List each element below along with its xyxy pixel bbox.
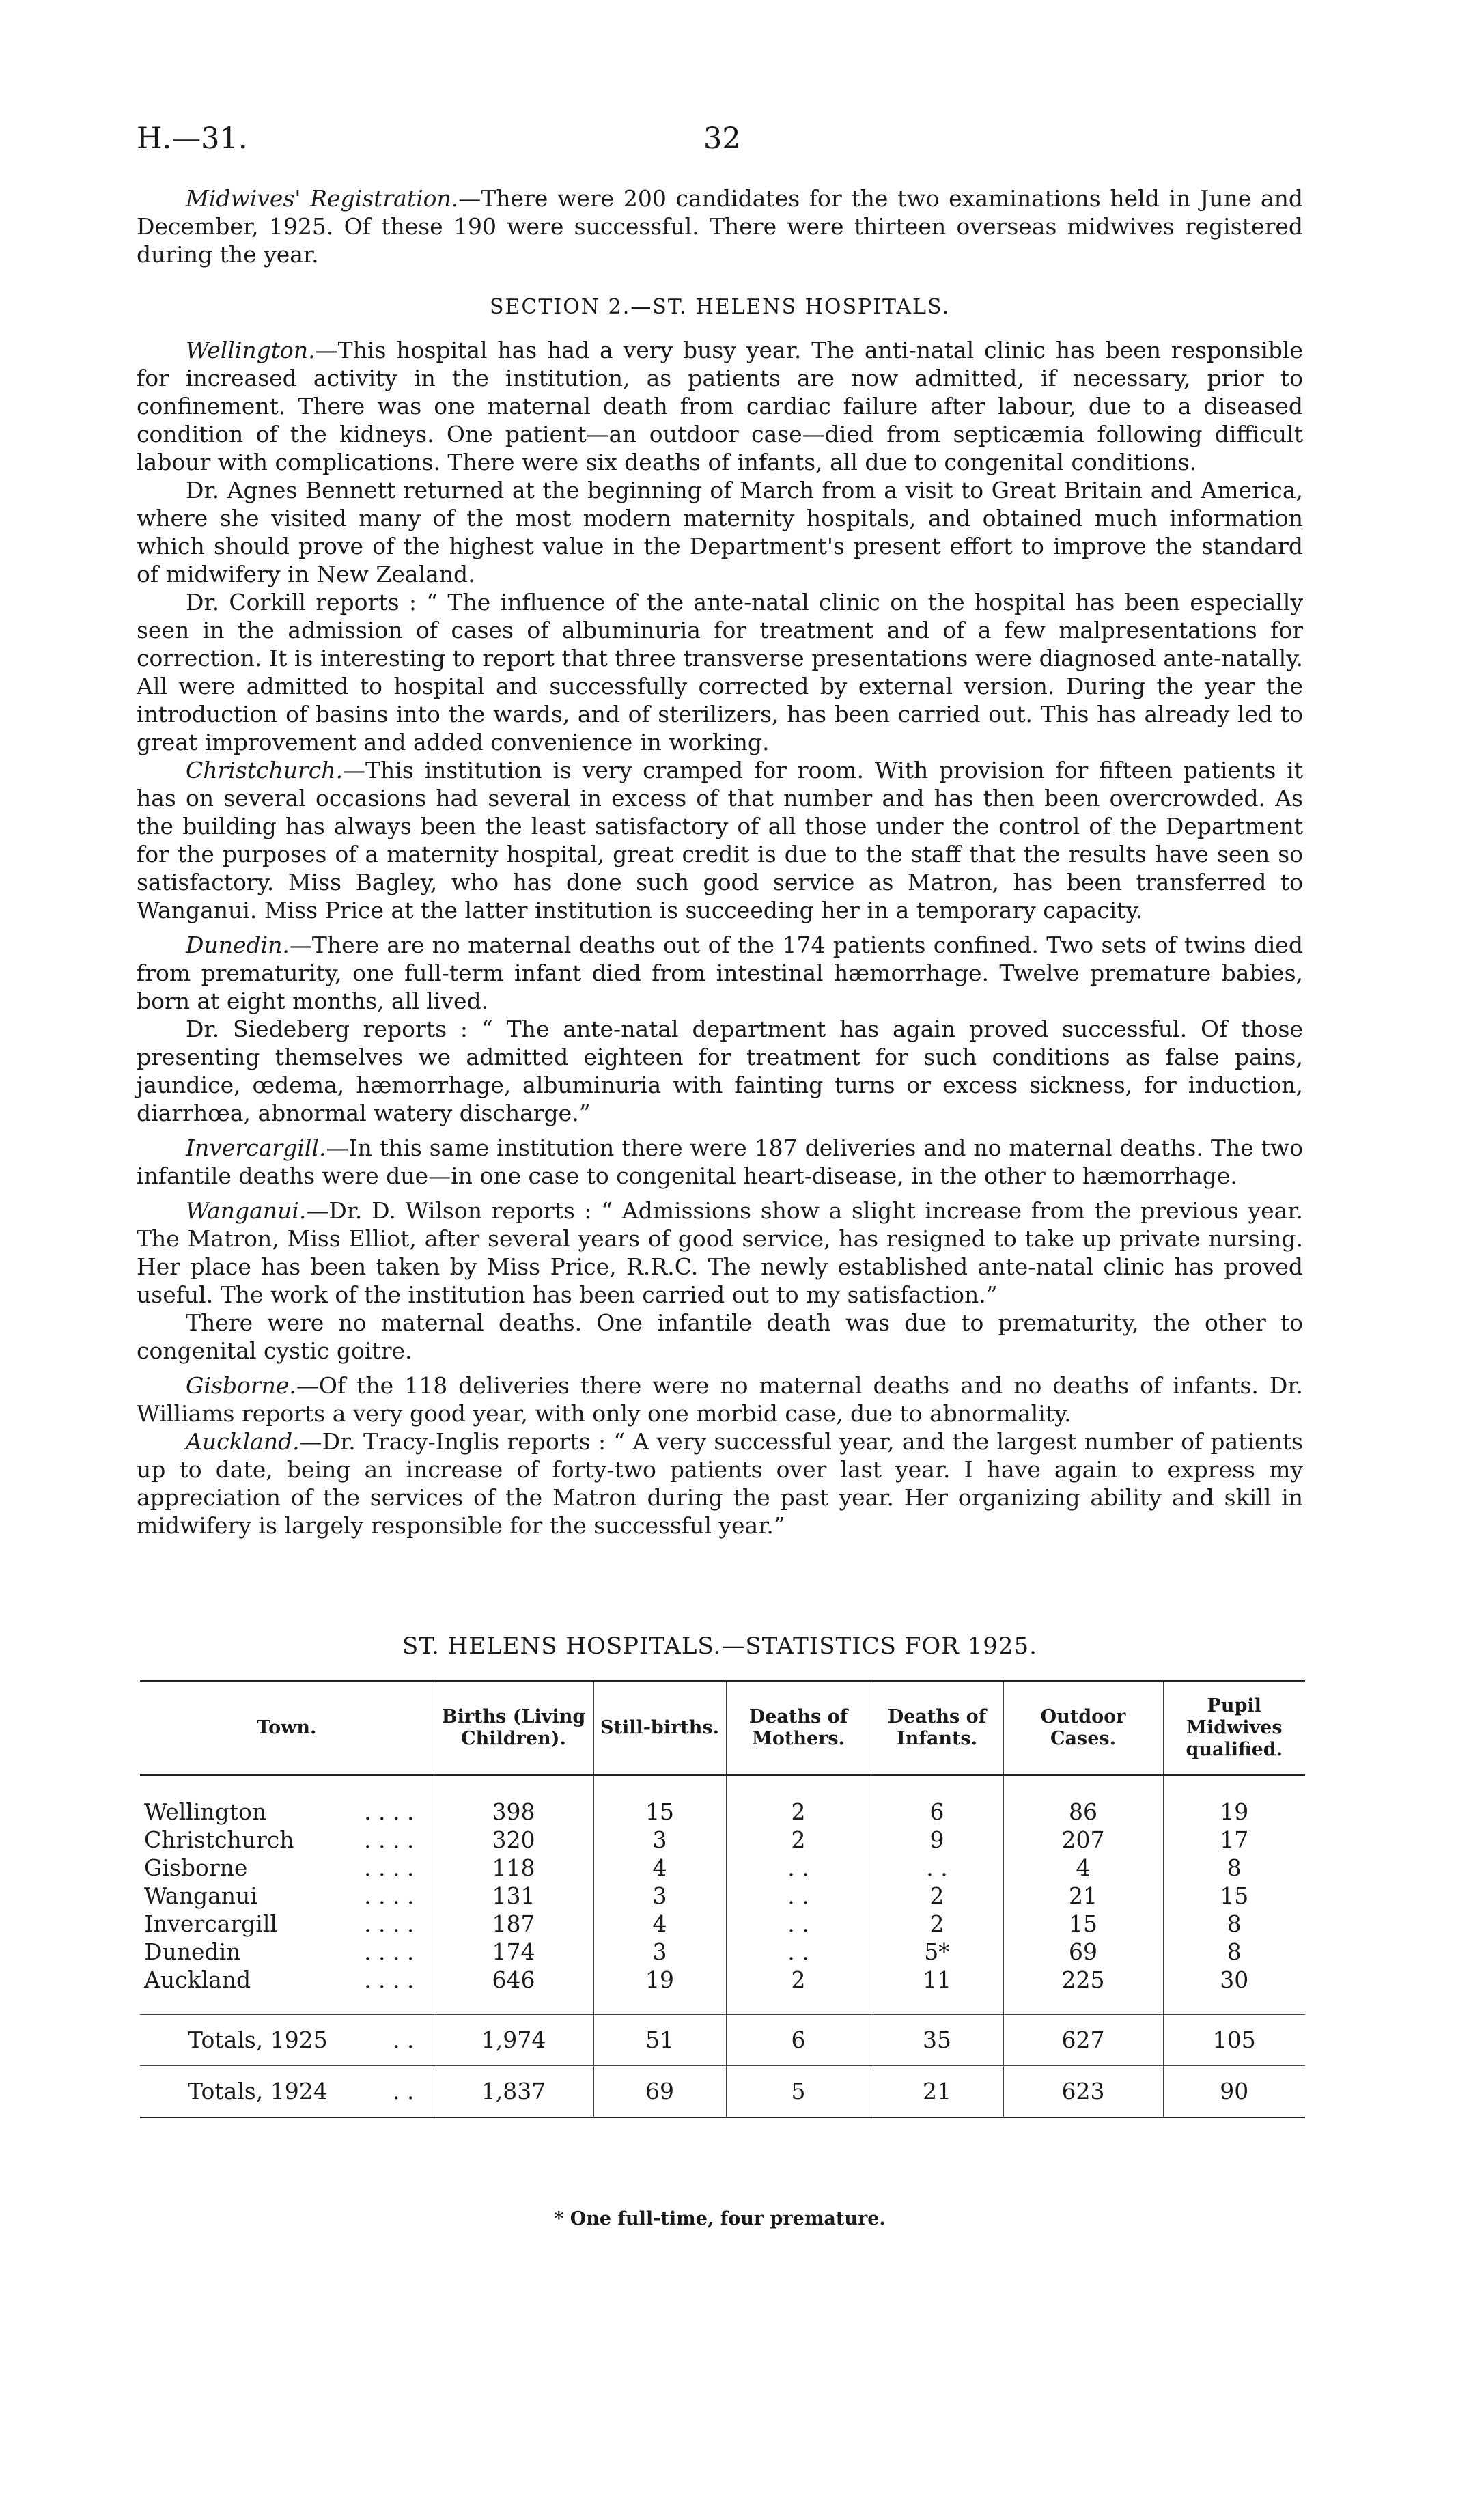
header-deaths-mothers: Deaths of Mothers. bbox=[726, 1681, 871, 1775]
totals-label-cell bbox=[140, 2066, 434, 2118]
table-row bbox=[140, 1910, 1305, 1938]
still-births-cell: 4 bbox=[593, 1854, 726, 1882]
deaths-infants-cell: . . bbox=[871, 1854, 1003, 1882]
pupil-midwives-cell: 19 bbox=[1163, 1775, 1305, 1826]
paragraph-lead: Wanganui. bbox=[186, 1197, 307, 1224]
town-cell bbox=[140, 1882, 434, 1910]
births-cell: 1,837 bbox=[434, 2066, 593, 2118]
still-births-cell: 15 bbox=[593, 1775, 726, 1826]
paragraph-corkill bbox=[137, 588, 1303, 756]
outdoor-cases-cell: 627 bbox=[1003, 2015, 1163, 2066]
town-cell bbox=[140, 1854, 434, 1882]
deaths-mothers-cell: . . bbox=[726, 1938, 871, 1966]
deaths-infants-cell: 2 bbox=[871, 1910, 1003, 1938]
pupil-midwives-cell: 90 bbox=[1163, 2066, 1305, 2118]
header-still-births: Still-births. bbox=[593, 1681, 726, 1775]
still-births-cell: 3 bbox=[593, 1826, 726, 1854]
still-births-cell: 3 bbox=[593, 1882, 726, 1910]
intro-paragraph bbox=[137, 184, 1303, 268]
paragraph-text: Dr. Agnes Bennett returned at the beginning of March from a visit to Great Britain and America, where she visited many of the most modern maternity hospitals, and obtained much information which should prove of the highest value in the Department's present effort to improve the standard of midwifery in New Zealand. bbox=[137, 477, 1303, 587]
still-births-cell: 51 bbox=[593, 2015, 726, 2066]
pupil-midwives-cell: 105 bbox=[1163, 2015, 1305, 2066]
town-cell bbox=[140, 1938, 434, 1966]
deaths-infants-cell: 5* bbox=[871, 1938, 1003, 1966]
pupil-midwives-cell: 8 bbox=[1163, 1938, 1305, 1966]
totals-label: Totals, 1924 bbox=[188, 2078, 328, 2104]
pupil-midwives-cell: 30 bbox=[1163, 1966, 1305, 2015]
paragraph-text: —Of the 118 deliveries there were no maternal deaths and no deaths of infants. Dr. Williams reports a very good year, with only one morbid case, due to abnormality. bbox=[137, 1372, 1303, 1427]
deaths-infants-cell: 11 bbox=[871, 1966, 1003, 2015]
deaths-infants-cell: 6 bbox=[871, 1775, 1003, 1826]
outdoor-cases-cell: 69 bbox=[1003, 1938, 1163, 1966]
town-cell bbox=[140, 1775, 434, 1826]
leader-dots: . . . . bbox=[364, 1938, 415, 1965]
header-town: Town. bbox=[140, 1681, 434, 1775]
births-cell: 187 bbox=[434, 1910, 593, 1938]
paragraph-lead: Dunedin. bbox=[186, 932, 290, 958]
births-cell: 398 bbox=[434, 1775, 593, 1826]
paragraph-text: —In this same institution there were 187 deliveries and no maternal deaths. The two infantile deaths were due—in one case to congenital heart-disease, in the other to hæmorrhage. bbox=[137, 1134, 1303, 1189]
births-cell: 320 bbox=[434, 1826, 593, 1854]
deaths-mothers-cell: 2 bbox=[726, 1826, 871, 1854]
paragraph-wanganui bbox=[137, 1197, 1303, 1309]
page-number: 32 bbox=[703, 122, 741, 156]
totals-label: Totals, 1925 bbox=[188, 2027, 328, 2053]
table-row bbox=[140, 1854, 1305, 1882]
outdoor-cases-cell: 207 bbox=[1003, 1826, 1163, 1854]
paragraph-christchurch bbox=[137, 756, 1303, 924]
paragraph-gisborne bbox=[137, 1371, 1303, 1427]
paragraph-lead: Midwives' Registration. bbox=[186, 185, 459, 212]
deaths-mothers-cell: 2 bbox=[726, 1775, 871, 1826]
table-row bbox=[140, 1775, 1305, 1826]
paragraph-text: —Dr. Tracy-Inglis reports : “ A very successful year, and the largest number of patients up to date, being an increase of forty-two patients over last year. I have again to express my appreciation of the services of the Matron during the past year. Her organizing ability and skill in midwifery is largely responsible for the successful year.” bbox=[137, 1428, 1303, 1539]
still-births-cell: 4 bbox=[593, 1910, 726, 1938]
paragraph-text: —There are no maternal deaths out of the 174 patients confined. Two sets of twins died from prematurity, one full-term infant died from intestinal hæmorrhage. Twelve premature babies, born at eight months, all lived. bbox=[137, 932, 1303, 1014]
paragraph-text: —There were 200 candidates for the two examinations held in June and December, 1925. Of these 190 were successful. There were thirteen overseas midwives registered during the year. bbox=[137, 185, 1303, 268]
pupil-midwives-cell: 8 bbox=[1163, 1910, 1305, 1938]
still-births-cell: 3 bbox=[593, 1938, 726, 1966]
town-cell bbox=[140, 1966, 434, 2015]
table-row bbox=[140, 1966, 1305, 2015]
town-name: Christchurch bbox=[144, 1826, 294, 1853]
town-cell bbox=[140, 1826, 434, 1854]
deaths-mothers-cell: 2 bbox=[726, 1966, 871, 2015]
totals-row-1925 bbox=[140, 2015, 1305, 2066]
town-name: Wanganui bbox=[144, 1882, 257, 1909]
body-text bbox=[137, 184, 1303, 1540]
paragraph-dunedin bbox=[137, 931, 1303, 1015]
town-name: Invercargill bbox=[144, 1910, 277, 1937]
deaths-infants-cell: 9 bbox=[871, 1826, 1003, 1854]
page-header bbox=[137, 122, 1298, 163]
deaths-mothers-cell: 6 bbox=[726, 2015, 871, 2066]
paragraph-bennett bbox=[137, 476, 1303, 588]
still-births-cell: 19 bbox=[593, 1966, 726, 2015]
paragraph-wanganui-deaths bbox=[137, 1309, 1303, 1365]
totals-row-1924 bbox=[140, 2066, 1305, 2118]
births-cell: 174 bbox=[434, 1938, 593, 1966]
outdoor-cases-cell: 86 bbox=[1003, 1775, 1163, 1826]
leader-dots: . . bbox=[393, 2027, 415, 2053]
paragraph-invercargill bbox=[137, 1134, 1303, 1190]
leader-dots: . . . . bbox=[364, 1854, 415, 1881]
table-row bbox=[140, 1826, 1305, 1854]
town-cell bbox=[140, 1910, 434, 1938]
deaths-infants-cell: 35 bbox=[871, 2015, 1003, 2066]
paragraph-text: Dr. Corkill reports : “ The influence of the ante-natal clinic on the hospital has been especially seen in the admission of cases of albuminuria for treatment and of a few malpresentations for correction. It is interesting to report that three transverse presentations were diagnosed ante-natally. All were admitted to hospital and successfully corrected by external version. During the year the introduction of basins into the wards, and of sterilizers, has been carried out. This has already led to great improvement and added convenience in working. bbox=[137, 589, 1303, 755]
pupil-midwives-cell: 17 bbox=[1163, 1826, 1305, 1854]
paragraph-lead: Gisborne. bbox=[186, 1372, 296, 1399]
table-title: ST. HELENS HOSPITALS.—STATISTICS FOR 1925. bbox=[402, 1632, 1037, 1660]
births-cell: 646 bbox=[434, 1966, 593, 2015]
paragraph-lead: Christchurch. bbox=[186, 757, 344, 783]
outdoor-cases-cell: 225 bbox=[1003, 1966, 1163, 2015]
header-outdoor-cases: Outdoor Cases. bbox=[1003, 1681, 1163, 1775]
paragraph-text: There were no maternal deaths. One infantile death was due to prematurity, the other to congenital cystic goitre. bbox=[137, 1309, 1303, 1364]
outdoor-cases-cell: 15 bbox=[1003, 1910, 1163, 1938]
header-births: Births (Living Children). bbox=[434, 1681, 593, 1775]
paragraph-text: —This institution is very cramped for room. With provision for fifteen patients it has on several occasions had several in excess of that number and has then been overcrowded. As the building has always been the least satisfactory of all those under the control of the Department for the purposes of a maternity hospital, great credit is due to the staff that the results have seen so satisfactory. Miss Bagley, who has done such good service as Matron, has been transferred to Wanganui. Miss Price at the latter institution is succeeding her in a temporary capacity. bbox=[137, 757, 1303, 923]
table-row bbox=[140, 1938, 1305, 1966]
leader-dots: . . bbox=[393, 2078, 415, 2104]
town-name: Dunedin bbox=[144, 1938, 241, 1965]
leader-dots: . . . . bbox=[364, 1826, 415, 1853]
statistics-table bbox=[140, 1680, 1305, 2118]
document-reference: H.—31. bbox=[137, 122, 248, 156]
deaths-infants-cell: 2 bbox=[871, 1882, 1003, 1910]
leader-dots: . . . . bbox=[364, 1798, 415, 1825]
still-births-cell: 69 bbox=[593, 2066, 726, 2118]
deaths-mothers-cell: . . bbox=[726, 1882, 871, 1910]
births-cell: 1,974 bbox=[434, 2015, 593, 2066]
header-pupil-midwives: Pupil Midwives qualified. bbox=[1163, 1681, 1305, 1775]
outdoor-cases-cell: 4 bbox=[1003, 1854, 1163, 1882]
paragraph-auckland bbox=[137, 1427, 1303, 1540]
town-name: Auckland bbox=[144, 1966, 251, 1993]
paragraph-text: —Dr. D. Wilson reports : “ Admissions show a slight increase from the previous year. The Matron, Miss Elliot, after several years of good service, has resigned to take up private nursing. Her place has been taken by Miss Price, R.R.C. The newly established ante-natal clinic has proved useful. The work of the institution has been carried out to my satisfaction.” bbox=[137, 1197, 1303, 1308]
leader-dots: . . . . bbox=[364, 1966, 415, 1993]
births-cell: 131 bbox=[434, 1882, 593, 1910]
paragraph-lead: Invercargill. bbox=[186, 1134, 326, 1161]
deaths-infants-cell: 21 bbox=[871, 2066, 1003, 2118]
section-heading: SECTION 2.—ST. HELENS HOSPITALS. bbox=[489, 295, 951, 319]
leader-dots: . . . . bbox=[364, 1910, 415, 1937]
deaths-mothers-cell: . . bbox=[726, 1910, 871, 1938]
paragraph-siedeberg bbox=[137, 1015, 1303, 1127]
header-deaths-infants: Deaths of Infants. bbox=[871, 1681, 1003, 1775]
pupil-midwives-cell: 8 bbox=[1163, 1854, 1305, 1882]
pupil-midwives-cell: 15 bbox=[1163, 1882, 1305, 1910]
totals-label-cell bbox=[140, 2015, 434, 2066]
deaths-mothers-cell: 5 bbox=[726, 2066, 871, 2118]
town-name: Wellington bbox=[144, 1798, 267, 1825]
outdoor-cases-cell: 21 bbox=[1003, 1882, 1163, 1910]
table-row bbox=[140, 1882, 1305, 1910]
table-footnote: * One full-time, four premature. bbox=[554, 2208, 886, 2229]
leader-dots: . . . . bbox=[364, 1882, 415, 1909]
paragraph-lead: Wellington. bbox=[186, 337, 316, 363]
town-name: Gisborne bbox=[144, 1854, 248, 1881]
outdoor-cases-cell: 623 bbox=[1003, 2066, 1163, 2118]
births-cell: 118 bbox=[434, 1854, 593, 1882]
paragraph-text: Dr. Siedeberg reports : “ The ante-natal department has again proved successful. Of those presenting themselves we admitted eighteen for treatment for such conditions as false pains, jaundice, œdema, hæmorrhage, albuminuria with fainting turns or excess sickness, for induction, diarrhœa, abnormal watery discharge.” bbox=[137, 1016, 1303, 1126]
paragraph-text: —This hospital has had a very busy year. The anti-natal clinic has been responsible for increased activity in the institution, as patients are now admitted, if necessary, prior to confinement. There was one maternal death from cardiac failure after labour, due to a diseased condition of the kidneys. One patient—an outdoor case—died from septicæmia following difficult labour with complications. There were six deaths of infants, all due to congenital conditions. bbox=[137, 337, 1303, 475]
deaths-mothers-cell: . . bbox=[726, 1854, 871, 1882]
paragraph-lead: Auckland. bbox=[186, 1428, 300, 1455]
table-header-row bbox=[140, 1681, 1305, 1775]
paragraph-wellington bbox=[137, 336, 1303, 476]
